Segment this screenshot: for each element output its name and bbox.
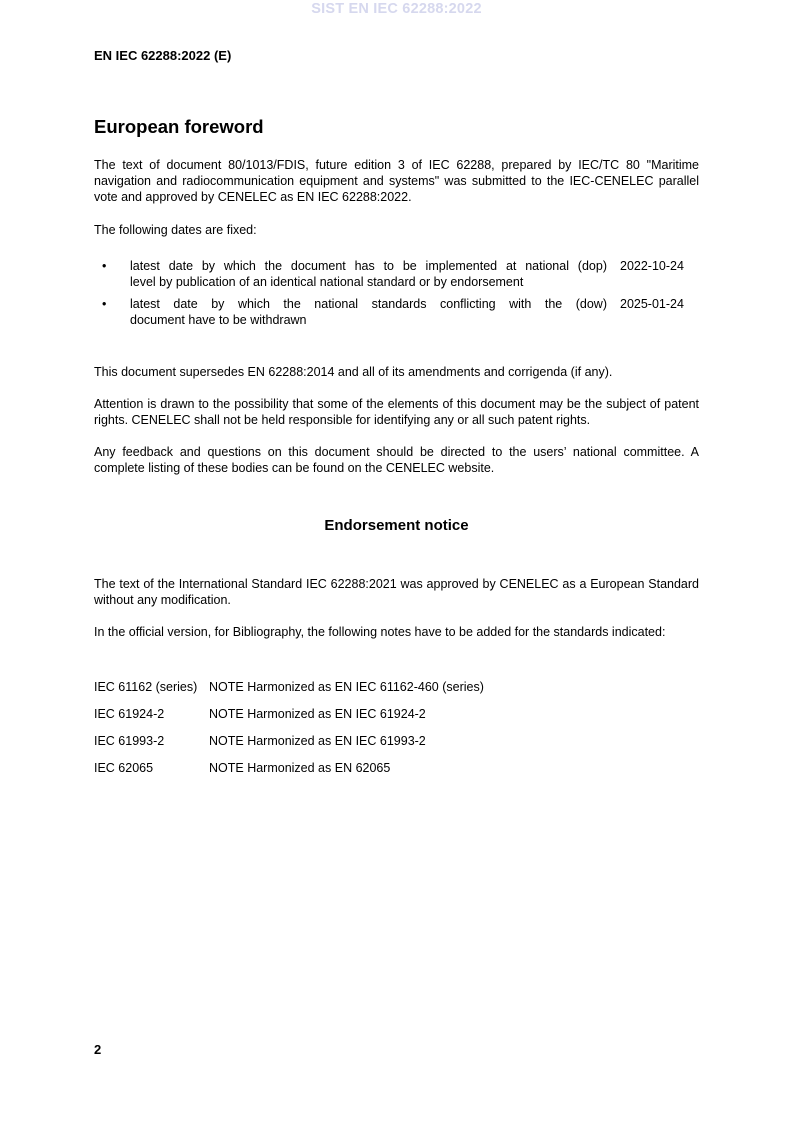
watermark: SIST EN IEC 62288:2022 bbox=[311, 1, 482, 17]
attention-paragraph: Attention is drawn to the possibility that some of the elements of this document may be the subject of patent rights. CENELEC shall not be held responsible for identifying any or all such patent rights. bbox=[94, 397, 699, 427]
dates-intro-paragraph: The following dates are fixed: bbox=[94, 223, 257, 237]
note-text: NOTE Harmonized as EN IEC 61162-460 (series) bbox=[209, 680, 484, 694]
note-standard: IEC 61993-2 bbox=[94, 734, 165, 748]
date-item-line-1: latest date by which the national standards conflicting with the (dow) bbox=[130, 297, 607, 311]
section-title-european-foreword: European foreword bbox=[94, 116, 264, 137]
notes-intro-paragraph: In the official version, for Bibliography, the following notes have to be added for the standards indicated: bbox=[94, 625, 666, 639]
note-text: NOTE Harmonized as EN IEC 61993-2 bbox=[209, 734, 426, 748]
date-item-line-2: document have to be withdrawn bbox=[130, 313, 307, 327]
note-standard: IEC 62065 bbox=[94, 761, 154, 775]
section-title-endorsement-notice: Endorsement notice bbox=[324, 517, 469, 534]
page-number: 2 bbox=[94, 1042, 102, 1057]
note-text: NOTE Harmonized as EN 62065 bbox=[209, 761, 391, 775]
feedback-paragraph: Any feedback and questions on this document should be directed to the users’ national committee. A complete listing of these bodies can be found on the CENELEC website. bbox=[94, 445, 699, 475]
date-item-description bbox=[130, 258, 607, 290]
bullet-icon: • bbox=[102, 297, 107, 311]
date-item-description bbox=[130, 296, 607, 328]
foreword-intro-paragraph: The text of document 80/1013/FDIS, future edition 3 of IEC 62288, prepared by IEC/TC 80 "Maritime navigation and radiocommunication equipment and systems" was submitted to the IEC-CENELEC parallel vote and approved by CENELEC as EN IEC 62288:2022. bbox=[94, 158, 699, 204]
date-item-value: 2022-10-24 bbox=[620, 259, 684, 273]
date-item-value: 2025-01-24 bbox=[620, 297, 684, 311]
endorsement-text-paragraph: The text of the International Standard IEC 62288:2021 was approved by CENELEC as a European Standard without any modification. bbox=[94, 577, 699, 607]
supersedes-paragraph: This document supersedes EN 62288:2014 and all of its amendments and corrigenda (if any). bbox=[94, 365, 613, 379]
note-standard: IEC 61924-2 bbox=[94, 707, 165, 721]
date-item-line-1: latest date by which the document has to be implemented at national (dop) bbox=[130, 259, 607, 273]
note-text: NOTE Harmonized as EN IEC 61924-2 bbox=[209, 707, 426, 721]
document-id: EN IEC 62288:2022 (E) bbox=[94, 48, 232, 63]
date-item-line-2: level by publication of an identical national standard or by endorsement bbox=[130, 275, 524, 289]
note-standard: IEC 61162 (series) bbox=[94, 680, 198, 694]
bullet-icon: • bbox=[102, 259, 107, 273]
